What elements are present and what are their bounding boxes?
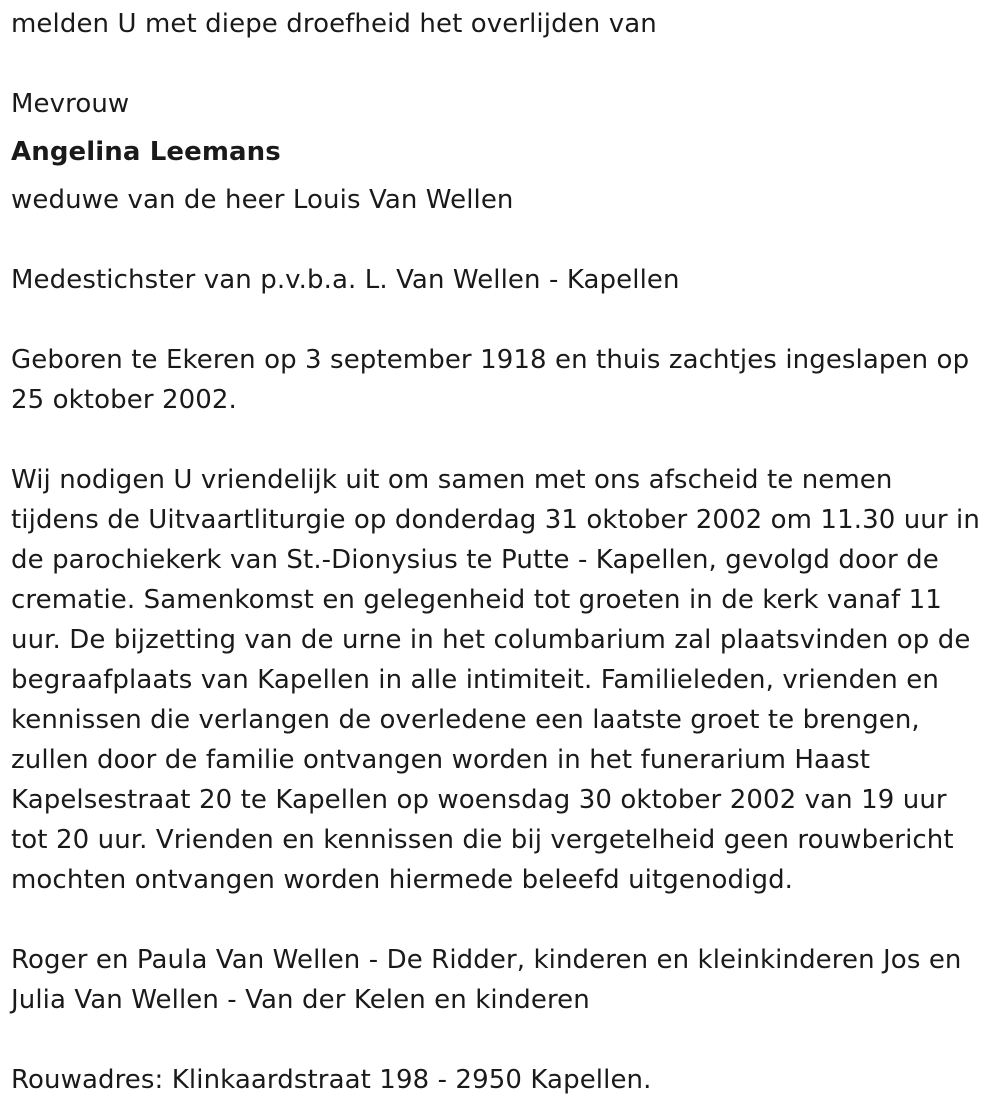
invitation-text: Wij nodigen U vriendelijk uit om samen met ons afscheid te nemen tijdens de Uitvaartliturgie op donderdag 31 oktober 2002 om 11.30 uur in de parochiekerk van St.-Dionysius te Putte - Kapellen, gevolgd door de crematie. Samenkomst en gelegenheid tot groeten in de kerk vanaf 11 uur. De bijzetting van de urne in het columbarium zal plaatsvinden op de begraafplaats van Kapellen in alle intimiteit. Familieleden, vrienden en kennissen die verlangen de overledene een laatste groet te brengen, zullen door de familie ontvangen worden in het funerarium Haast Kapelsestraat 20 te Kapellen op woensdag 30 oktober 2002 van 19 uur tot 20 uur. Vrienden en kennissen die bij vergetelheid geen rouwbericht mochten ontvangen worden hiermede beleefd uitgenodigd. <box>11 465 980 895</box>
address-text: Rouwadres: Klinkaardstraat 198 - 2950 Kapellen. <box>11 1065 652 1095</box>
born-died-text: Geboren te Ekeren op 3 september 1918 en thuis zachtjes ingeslapen op 25 oktober 2002. <box>11 345 970 415</box>
salutation: Mevrouw <box>11 89 130 119</box>
family-text: Roger en Paula Van Wellen - De Ridder, kinderen en kleinkinderen Jos en Julia Van Wellen - Van der Kelen en kinderen <box>11 945 962 1015</box>
intro-text: melden U met diepe droefheid het overlijden van <box>11 9 657 39</box>
deceased-name: Angelina Leemans <box>11 137 281 167</box>
cofounder-text: Medestichster van p.v.b.a. L. Van Wellen - Kapellen <box>11 265 680 295</box>
widow-of-text: weduwe van de heer Louis Van Wellen <box>11 185 514 215</box>
